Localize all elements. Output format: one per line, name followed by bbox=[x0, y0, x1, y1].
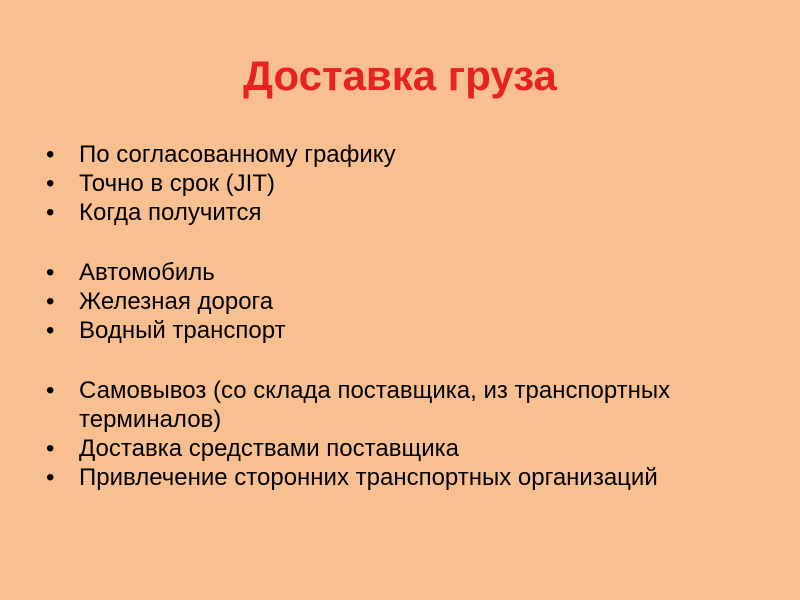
bullet-item bbox=[46, 434, 746, 463]
bullet-text: Самовывоз (со склада поставщика, из транспортных терминалов) bbox=[79, 377, 671, 433]
bullet-marker: • bbox=[46, 288, 55, 315]
bullet-text: Когда получится bbox=[79, 199, 262, 226]
bullet-marker: • bbox=[46, 141, 55, 168]
bullet-group-delivery-methods bbox=[46, 376, 746, 492]
bullet-group-delivery-schedule bbox=[46, 140, 746, 227]
bullet-item bbox=[46, 258, 746, 287]
bullet-text: Доставка средствами поставщика bbox=[79, 435, 459, 462]
bullet-marker: • bbox=[46, 435, 55, 462]
bullet-item bbox=[46, 169, 746, 198]
bullet-marker: • bbox=[46, 199, 55, 226]
bullet-marker: • bbox=[46, 464, 55, 491]
bullet-item bbox=[46, 376, 746, 434]
bullet-group-transport-modes bbox=[46, 258, 746, 345]
bullet-marker: • bbox=[46, 377, 55, 404]
bullet-marker: • bbox=[46, 317, 55, 344]
bullet-text: Точно в срок (JIT) bbox=[79, 170, 275, 197]
slide-content bbox=[46, 140, 746, 492]
bullet-marker: • bbox=[46, 259, 55, 286]
bullet-item bbox=[46, 287, 746, 316]
bullet-item bbox=[46, 316, 746, 345]
bullet-text: По согласованному графику bbox=[79, 141, 396, 168]
bullet-item bbox=[46, 463, 746, 492]
bullet-text: Железная дорога bbox=[79, 288, 274, 315]
bullet-text: Автомобиль bbox=[79, 259, 215, 286]
bullet-marker: • bbox=[46, 170, 55, 197]
bullet-text: Водный транспорт bbox=[79, 317, 286, 344]
bullet-item bbox=[46, 140, 746, 169]
bullet-text: Привлечение сторонних транспортных организаций bbox=[79, 464, 658, 491]
slide-title: Доставка груза bbox=[243, 52, 557, 99]
bullet-item bbox=[46, 198, 746, 227]
